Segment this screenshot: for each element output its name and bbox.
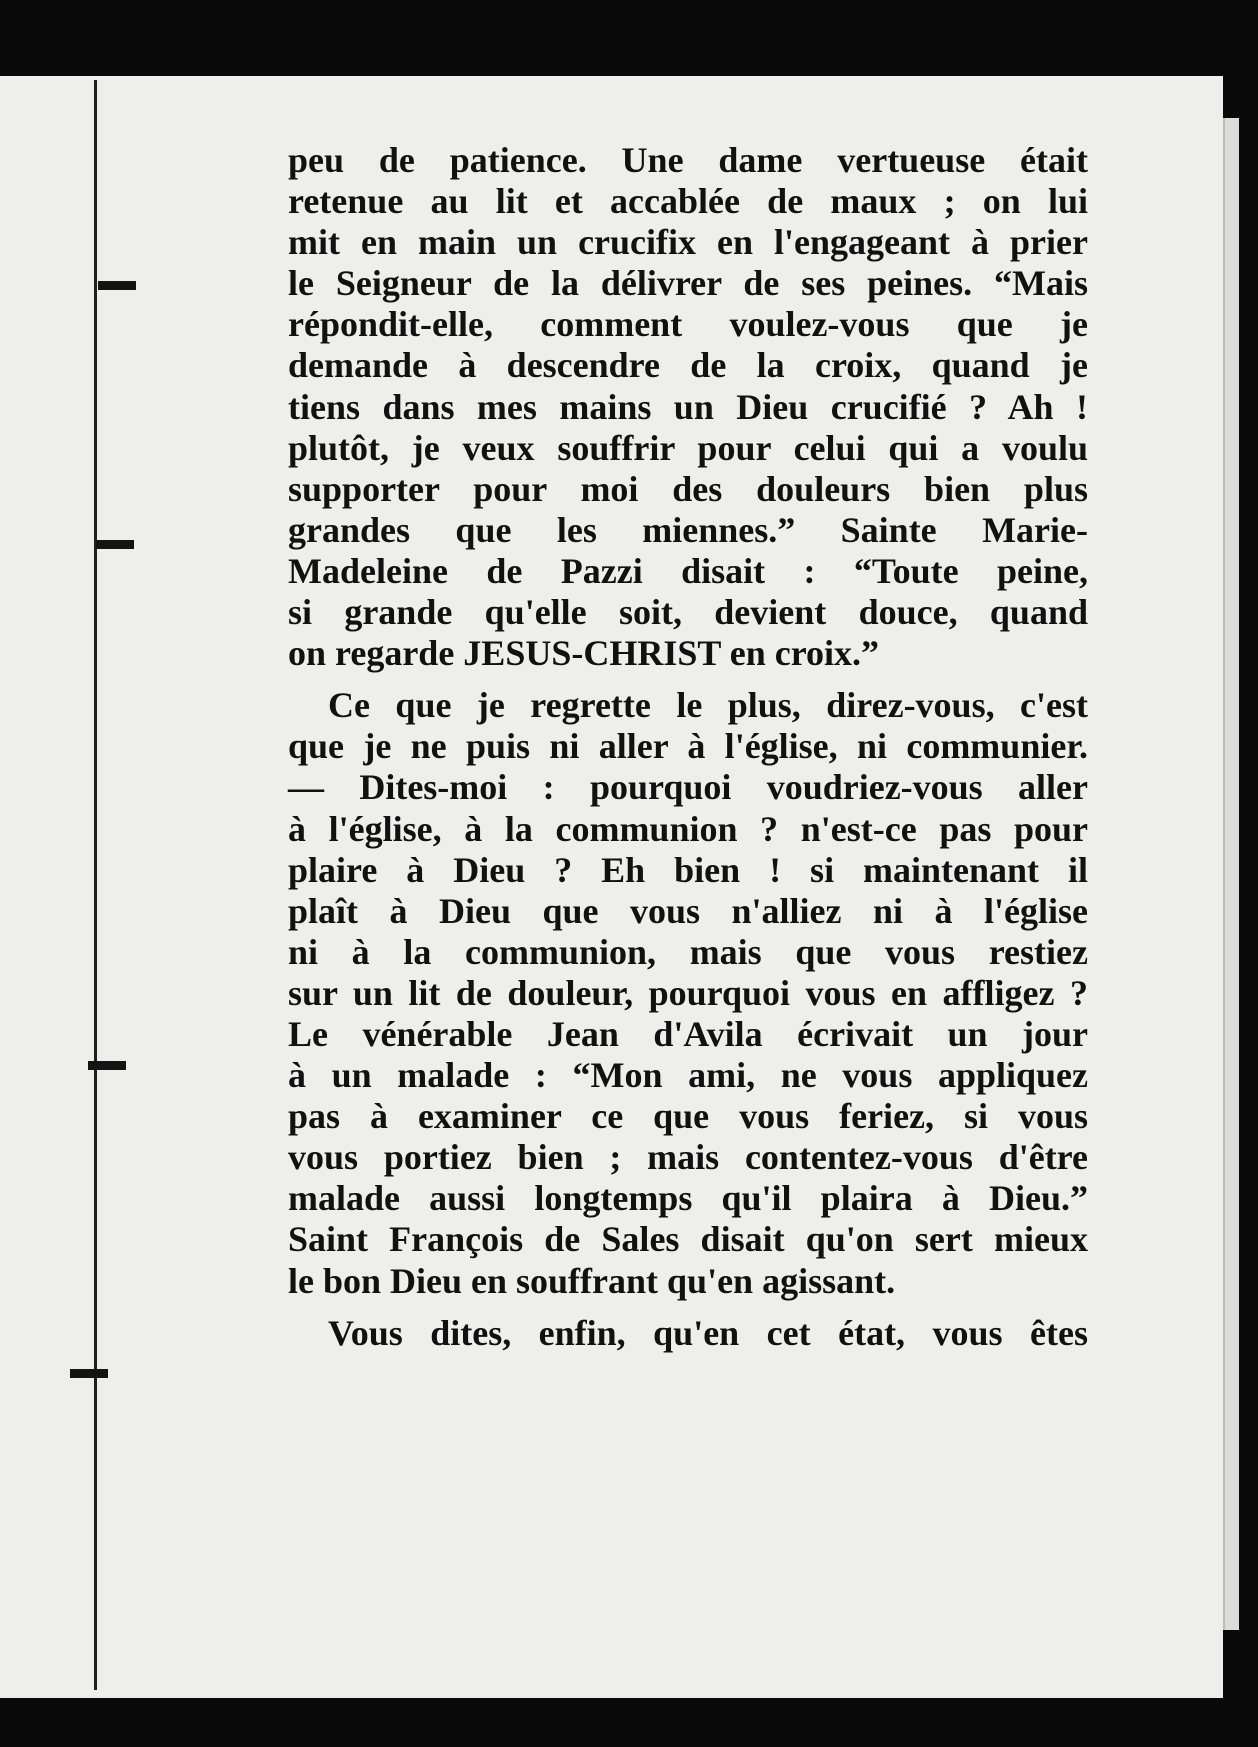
text-line: sur un lit de douleur, pourquoi vous en affligez ?: [288, 972, 1088, 1013]
binding-stitch-mark: [96, 540, 134, 549]
text-line: grandes que les miennes.” Sainte Marie-: [288, 509, 1088, 550]
text-line: vous portiez bien ; mais contentez-vous d'être: [288, 1137, 1088, 1178]
text-line: répondit-elle, comment voulez-vous que je: [288, 304, 1088, 345]
text-line: on regarde JESUS-CHRIST en croix.”: [288, 633, 880, 674]
text-line: peu de patience. Une dame vertueuse était: [288, 140, 1088, 180]
binding-spine: [94, 80, 97, 1690]
text-line: malade aussi longtemps qu'il plaira à Dieu.”: [288, 1178, 1088, 1219]
text-line: si grande qu'elle soit, devient douce, quand: [288, 592, 1088, 633]
body-text: [288, 140, 1088, 1354]
page-edge: [1223, 118, 1239, 1630]
text-line: retenue au lit et accablée de maux ; on lui: [288, 181, 1088, 222]
text-line: tiens dans mes mains un Dieu crucifié ? Ah !: [288, 386, 1088, 427]
text-line: demande à descendre de la croix, quand je: [288, 345, 1088, 386]
text-line: Vous dites, enfin, qu'en cet état, vous êtes: [328, 1312, 1088, 1353]
text-line: — Dites-moi : pourquoi voudriez-vous aller: [288, 767, 1088, 808]
text-line: plutôt, je veux souffrir pour celui qui a voulu: [288, 427, 1088, 468]
binding-stitch-mark: [98, 281, 136, 290]
text-line: Ce que je regrette le plus, direz-vous, c'est: [328, 685, 1088, 726]
text-line: ni à la communion, mais que vous restiez: [288, 931, 1088, 972]
text-line: à un malade : “Mon ami, ne vous appliquez: [288, 1055, 1088, 1096]
text-line: le bon Dieu en souffrant qu'en agissant.: [288, 1260, 896, 1301]
text-line: plaît à Dieu que vous n'alliez ni à l'église: [288, 890, 1088, 931]
text-line: Saint François de Sales disait qu'on sert mieux: [288, 1219, 1088, 1260]
text-line: le Seigneur de la délivrer de ses peines. “Mais: [288, 263, 1088, 304]
text-line: mit en main un crucifix en l'engageant à prier: [288, 222, 1088, 263]
binding-stitch-mark: [70, 1369, 108, 1378]
text-line: Madeleine de Pazzi disait : “Toute peine,: [288, 550, 1088, 591]
text-line: plaire à Dieu ? Eh bien ! si maintenant il: [288, 849, 1088, 890]
text-line: que je ne puis ni aller à l'église, ni communier.: [288, 726, 1088, 767]
text-line: supporter pour moi des douleurs bien plus: [288, 468, 1088, 509]
text-line: pas à examiner ce que vous feriez, si vous: [288, 1096, 1088, 1137]
text-line: à l'église, à la communion ? n'est-ce pas pour: [288, 808, 1088, 849]
text-line: Le vénérable Jean d'Avila écrivait un jour: [288, 1013, 1088, 1054]
binding-stitch-mark: [88, 1061, 126, 1070]
